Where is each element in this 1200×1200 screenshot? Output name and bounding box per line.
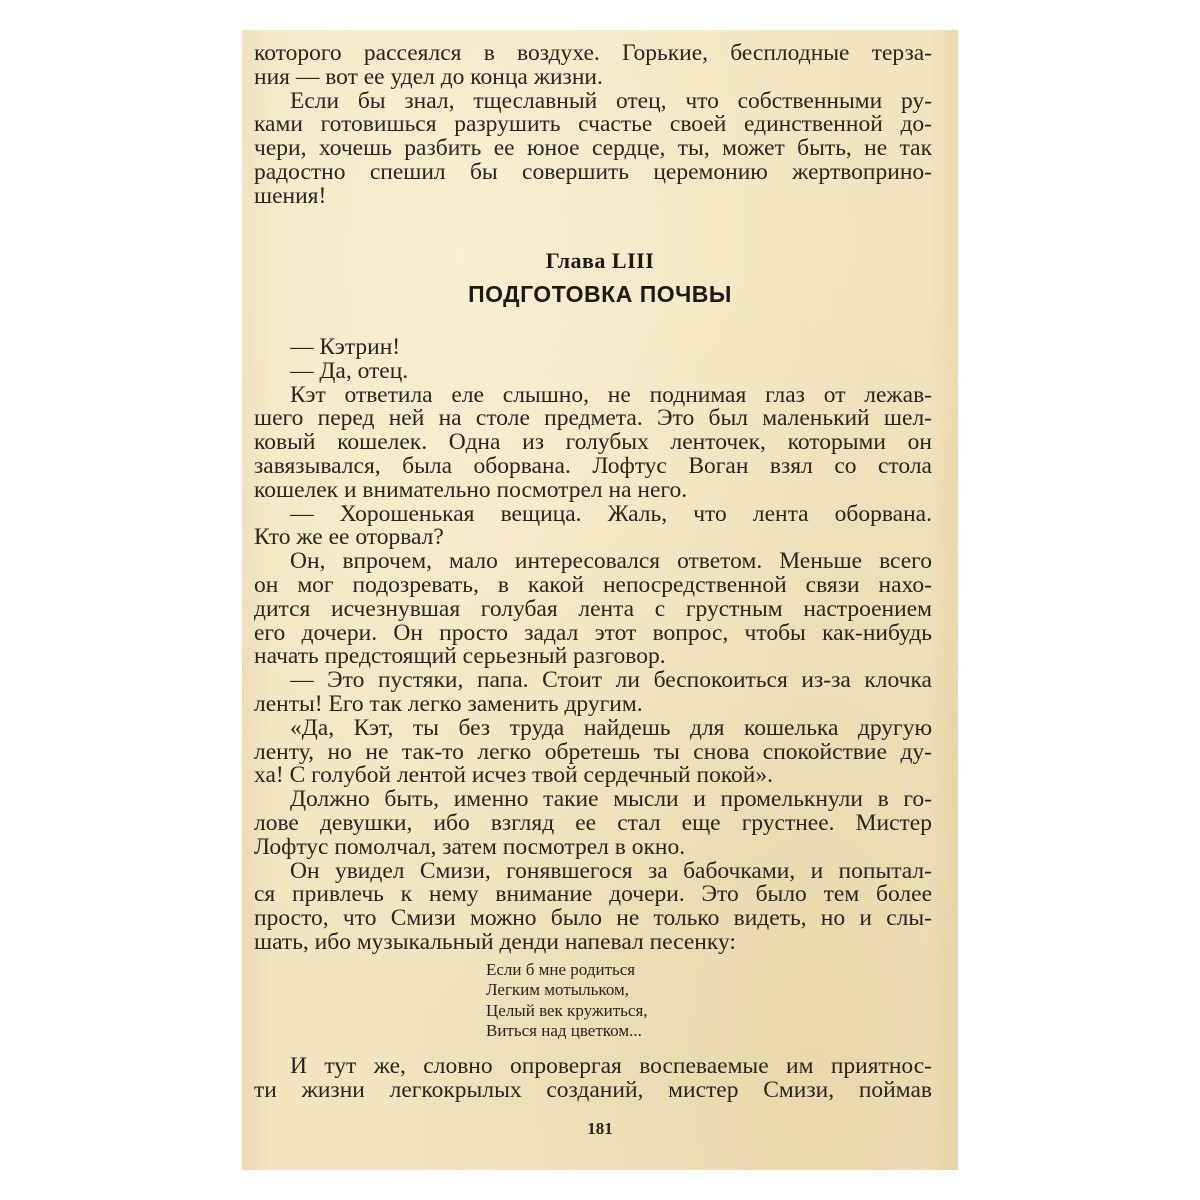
text-line: ся привлечь к нему внимание дочери. Это было тем более <box>254 883 932 908</box>
text-line: «Да, Кэт, ты без труда найдешь для кошелька другую <box>290 716 932 741</box>
text-line: шения! <box>254 184 327 209</box>
text-line: Должно быть, именно такие мысли и промелькнули в го- <box>290 788 932 812</box>
text-line: ха! С голубой лентой исчез твой сердечный покой». <box>254 764 773 789</box>
text-line: ти жизни легкокрылых созданий, мистер Смизи, поймав <box>254 1078 932 1103</box>
text-line: — Да, отец. <box>290 359 409 384</box>
text-block-bottom <box>254 1055 932 1103</box>
text-line: кошелек и внимательно посмотрел на него. <box>254 478 688 503</box>
text-line: Кто же ее оторвал? <box>254 526 444 551</box>
text-line: дится исчезнувшая голубая лента с грустным настроением <box>254 597 932 622</box>
poem-line: Целый век кружиться, <box>486 1000 648 1020</box>
text-line: ками готовишься разрушить счастье своей единственной до- <box>254 113 932 138</box>
book-page <box>242 30 958 1170</box>
text-line: он мог подозревать, в какой непосредственной связи нахо- <box>254 573 932 598</box>
text-line: И тут же, словно опровергая воспеваемые им приятнос- <box>290 1055 932 1079</box>
text-line: — Кэтрин! <box>290 336 401 360</box>
text-line: Он, впрочем, мало интересовался ответом. Меньше всего <box>290 550 932 574</box>
text-line: Если бы знал, тщеславный отец, что собственными ру- <box>290 89 932 114</box>
chapter-number: Глава LIII <box>545 248 655 273</box>
chapter-title: ПОДГОТОВКА ПОЧВЫ <box>468 281 732 307</box>
text-block-main <box>254 336 932 955</box>
text-line: ленту, но не так-то легко обретешь ты снова спокойствие ду- <box>254 740 932 765</box>
text-line: Лофтус помолчал, затем посмотрел в окно. <box>254 835 686 860</box>
text-line: лове девушки, ибо взгляд ее стал еще грустнее. Мистер <box>254 811 932 836</box>
text-line: его дочери. Он просто задал этот вопрос, чтобы как-нибудь <box>254 621 932 646</box>
text-line: ковый кошелек. Одна из голубых ленточек, которыми он <box>254 431 932 455</box>
text-line: просто, что Смизи можно было не только видеть, но и слы- <box>254 907 932 931</box>
text-line: Он увидел Смизи, гонявшегося за бабочками, и попытал- <box>290 859 932 884</box>
text-line: шать, ибо музыкальный денди напевал песенку: <box>254 930 736 955</box>
text-line: — Это пустяки, папа. Стоит ли беспокоиться из-за клочка <box>290 669 932 693</box>
poem-line: Виться над цветком... <box>486 1020 642 1040</box>
text-line: начать предстоящий серьезный разговор. <box>254 645 666 670</box>
text-block-top <box>254 42 932 209</box>
poem <box>486 960 648 1041</box>
text-line: радостно спешил бы совершить церемонию жертвоприно- <box>254 160 932 185</box>
page-number: 181 <box>587 1119 613 1138</box>
text-line: чери, хочешь разбить ее юное сердце, ты, может быть, не так <box>254 137 932 161</box>
text-line: которого рассеялся в воздухе. Горькие, бесплодные терза- <box>254 42 932 66</box>
text-line: — Хорошенькая вещица. Жаль, что лента оборвана. <box>290 502 932 527</box>
text-line: Кэт ответила еле слышно, не поднимая глаз от лежав- <box>290 383 932 408</box>
text-line: ленты! Его так легко заменить другим. <box>254 692 643 717</box>
poem-line: Легким мотыльком, <box>486 980 629 1000</box>
text-line: ния — вот ее удел до конца жизни. <box>254 65 603 90</box>
text-line: завязывался, была оборвана. Лофтус Воган взял со стола <box>254 454 932 479</box>
poem-line: Если б мне родиться <box>486 960 636 979</box>
text-line: шего перед ней на столе предмета. Это был маленький шел- <box>254 407 932 432</box>
